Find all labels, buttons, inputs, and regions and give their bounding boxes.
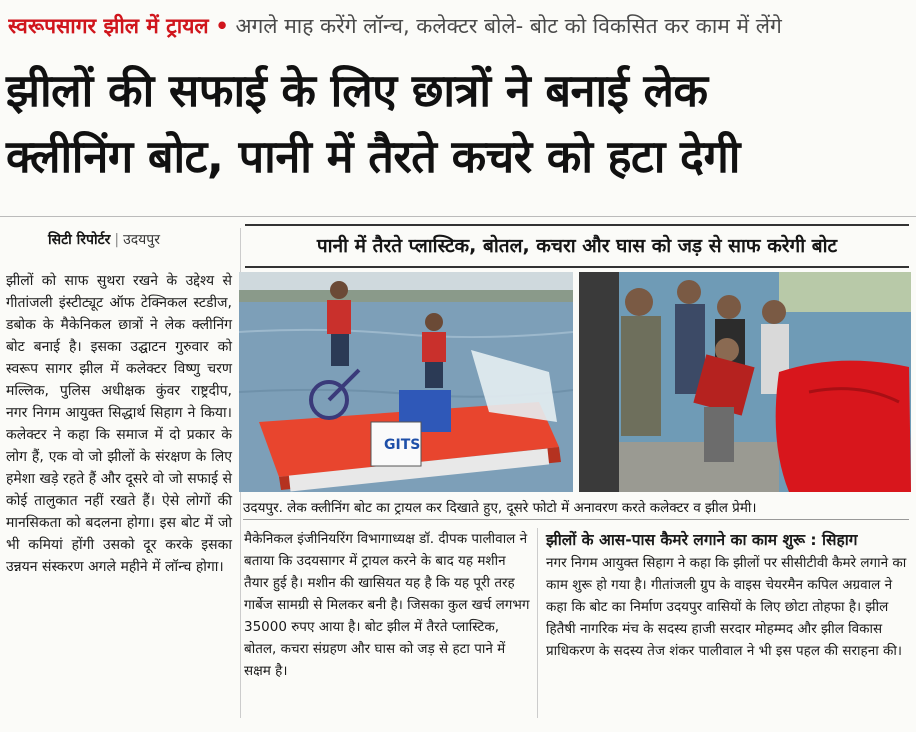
byline-place: उदयपुर: [123, 232, 160, 248]
byline-separator: |: [114, 232, 120, 248]
photo-caption: उदयपुर. लेक क्लीनिंग बोट का ट्रायल कर दिखाते हुए, दूसरे फोटो में अनावरण करते कलेक्टर व झील प्रेमी।: [243, 497, 909, 520]
right-column: [546, 528, 912, 662]
boat-photo-icon: [239, 272, 573, 492]
body-left-column: झीलों को साफ सुथरा रखने के उद्देश्य से गीतांजली इंस्टीट्यूट ऑफ टेक्निकल स्टडीज, डबोक के मैकेनिकल छात्रों ने लेक क्लीनिंग बोट बनाई है। इसका उद्घाटन गुरुवार को स्वरूप सागर झील में कलेक्टर विष्णु चरण मल्लिक, पुलिस अधीक्षक कुंवर राष्ट्रदीप, नगर निगम आयुक्त सिद्धार्थ सिहाग ने किया। कलेक्टर ने कहा कि समाज में दो प्रकार के लोग हैं, एक वो जो झीलों के संरक्षण के लिए हमेशा खड़े रहते हैं और दूसरे वो जो सफाई से कोई तालुकात नहीं रखते हैं। ऐसे लोगों की मानसिकता को बदलना होगा। इस बोट में जो भी कमियां होंगी उसको दूर करके इसका उन्नयन संस्करण अगले महीने में लॉन्च होगा।: [6, 273, 232, 575]
byline: [48, 230, 238, 249]
subheadline-bar: पानी में तैरते प्लास्टिक, बोतल, कचरा और घास को जड़ से साफ करेगी बोट: [245, 224, 909, 268]
right-column-heading: झीलों के आस-पास कैमरे लगाने का काम शुरू : सिहाग: [546, 531, 858, 549]
kicker: [8, 8, 908, 44]
headline: [6, 58, 910, 190]
kicker-subtitle: अगले माह करेंगे लॉन्च, कलेक्टर बोले- बोट को विकसित कर काम में लेंगे: [235, 14, 782, 38]
body-middle-column: मैकेनिकल इंजीनियरिंग विभागाध्यक्ष डॉ. दीपक पालीवाल ने बताया कि उदयसागर में ट्रायल करने के बाद यह मशीन तैयार हुई है। मशीन की खासियत यह है कि यह पूरी तरह गार्बेज सामग्री से मिलकर बनी है। जिसका कुल खर्च लगभग 35000 रुपए आया है। बोट झील में तैरते प्लास्टिक, बोतल, कचरा संग्रहण और घास को जड़ से हटा पाने में सक्षम है।: [244, 531, 530, 679]
unveiling-photo-icon: [579, 272, 911, 492]
byline-reporter: सिटी रिपोर्टर: [48, 232, 111, 248]
headline-line-1: झीलों की सफाई के लिए छात्रों ने बनाई लेक: [6, 64, 708, 117]
kicker-red: स्वरूपसागर झील में ट्रायल: [8, 14, 209, 38]
kicker-bullet: •: [215, 14, 229, 38]
svg-text:GITS: GITS: [384, 437, 421, 453]
headline-line-2: क्लीनिंग बोट, पानी में तैरते कचरे को हटा देगी: [6, 130, 740, 183]
right-column-body: नगर निगम आयुक्त सिहाग ने कहा कि झीलों पर सीसीटीवी कैमरे लगाने का काम शुरू हो गया है। गीतांजली ग्रुप के वाइस चेयरमैन कपिल अग्रवाल ने कहा कि बोट का निर्माण उदयपुर वासियों के लिए छोटा तोहफा है। झील हितैषी नागरिक मंच के सदस्य हाजी सरदार मोहम्मद और झील विकास प्राधिकरण के सदस्य तेज शंकर पालीवाल ने भी इस पहल की सराहना की।: [546, 555, 907, 659]
boat-photo: [239, 272, 573, 492]
unveiling-photo: [579, 272, 911, 492]
divider: [0, 216, 916, 217]
column-divider-2: [537, 528, 538, 718]
